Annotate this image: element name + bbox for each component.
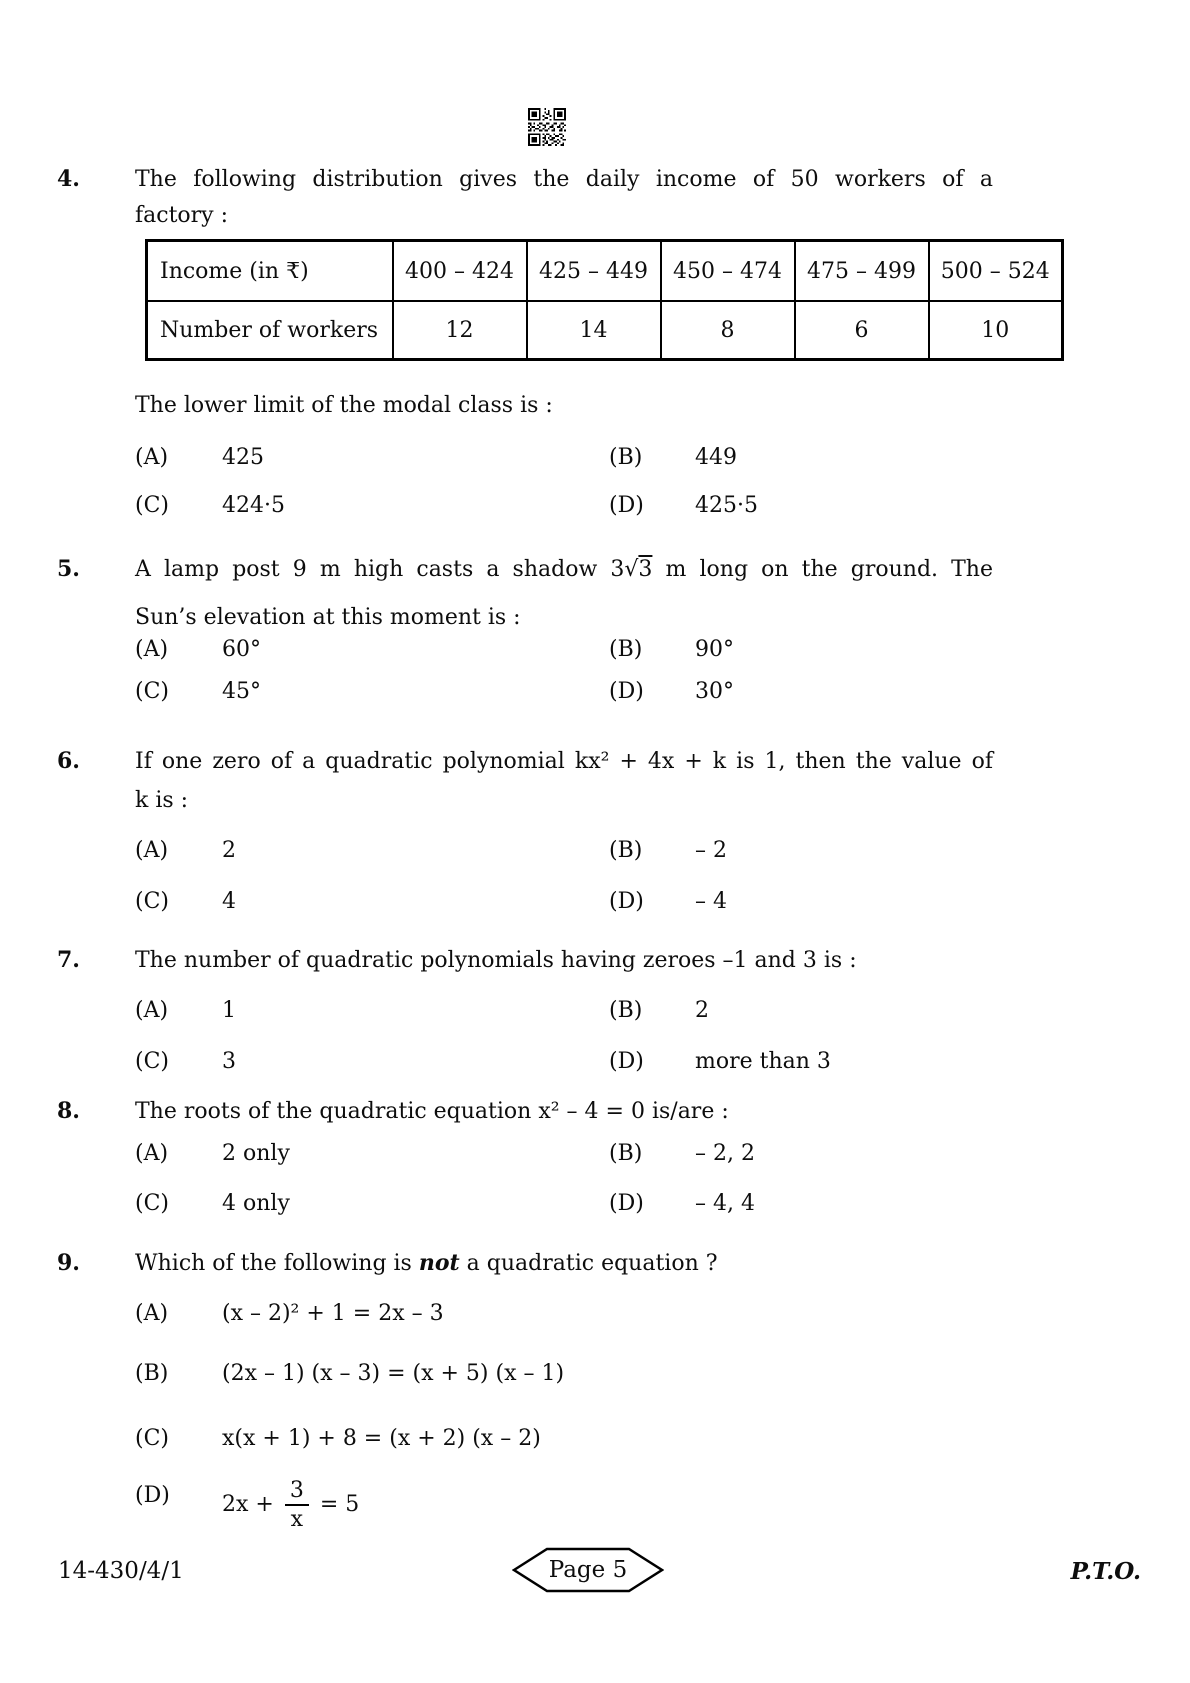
option-a-text: 1 bbox=[222, 998, 236, 1023]
option-c-text: 45° bbox=[222, 679, 261, 704]
option-a-label: (A) bbox=[135, 637, 169, 662]
question-5-options-ab bbox=[0, 632, 1190, 667]
table-cell-interval: 500 – 524 bbox=[929, 241, 1063, 302]
option-c-label: (C) bbox=[135, 1426, 169, 1451]
question-4-text: The following distribution gives the daily income of 50 workers of a bbox=[135, 167, 993, 192]
paper-code: 14-430/4/1 bbox=[58, 1558, 184, 1584]
question-4-line-2: factory : bbox=[135, 203, 229, 228]
question-4-number: 4. bbox=[57, 166, 80, 192]
question-8-options-ab bbox=[0, 1136, 1190, 1171]
option-d-label: (D) bbox=[609, 889, 644, 914]
option-a-text: 2 bbox=[222, 838, 236, 863]
question-5-line-1 bbox=[0, 552, 1190, 587]
option-a-label: (A) bbox=[135, 1141, 169, 1166]
option-d-label: (D) bbox=[609, 1191, 644, 1216]
option-b-label: (B) bbox=[609, 637, 643, 662]
option-d-text: – 4, 4 bbox=[695, 1191, 755, 1216]
option-b-text: 2 bbox=[695, 998, 709, 1023]
option-c-label: (C) bbox=[135, 889, 169, 914]
question-7-options-ab bbox=[0, 993, 1190, 1028]
table-cell-interval: 475 – 499 bbox=[795, 241, 929, 302]
option-c-text: 4 only bbox=[222, 1191, 290, 1216]
question-9-line-1 bbox=[0, 1246, 1190, 1281]
question-6-options-ab bbox=[0, 833, 1190, 868]
option-b-text: – 2 bbox=[695, 838, 727, 863]
option-d-text: – 4 bbox=[695, 889, 727, 914]
option-d-label: (D) bbox=[609, 1049, 644, 1074]
sqrt-coefficient: 3 bbox=[610, 557, 625, 582]
question-7-options-cd bbox=[0, 1044, 1190, 1079]
sqrt-radicand: 3 bbox=[638, 557, 653, 582]
question-5-options-cd bbox=[0, 674, 1190, 709]
option-b-label: (B) bbox=[135, 1361, 169, 1386]
option-a-label: (A) bbox=[135, 445, 169, 470]
question-7-line-1 bbox=[0, 943, 1190, 978]
qr-code-icon bbox=[528, 106, 566, 148]
option-b-label: (B) bbox=[609, 1141, 643, 1166]
table-cell-count: 8 bbox=[661, 301, 795, 360]
option-c-label: (C) bbox=[135, 1049, 169, 1074]
option-b-text: – 2, 2 bbox=[695, 1141, 755, 1166]
table-row-income bbox=[147, 241, 1063, 302]
option-d-text: 30° bbox=[695, 679, 734, 704]
option-b-text: 90° bbox=[695, 637, 734, 662]
question-9-text: Which of the following is not a quadratic equation ? bbox=[135, 1250, 718, 1276]
fraction-denominator: x bbox=[290, 1507, 304, 1532]
option-b-label: (B) bbox=[609, 998, 643, 1023]
question-5-text: A lamp post 9 m high casts a shadow 3√3 m long on the ground. The bbox=[135, 557, 993, 582]
question-8-line-1 bbox=[0, 1094, 1190, 1129]
option-c-text: 424·5 bbox=[222, 493, 285, 518]
table-header-income: Income (in ₹) bbox=[147, 241, 393, 302]
question-4-options-ab bbox=[0, 440, 1190, 475]
page-number-label: Page 5 bbox=[548, 1557, 628, 1583]
option-c-text: x(x + 1) + 8 = (x + 2) (x – 2) bbox=[222, 1426, 541, 1451]
question-9-option-d bbox=[0, 1478, 1190, 1532]
option-b-text: 449 bbox=[695, 445, 737, 470]
question-9-option-a bbox=[0, 1296, 1190, 1331]
question-7-number: 7. bbox=[57, 947, 80, 973]
option-d-label: (D) bbox=[609, 493, 644, 518]
question-8-options-cd bbox=[0, 1186, 1190, 1221]
table-cell-interval: 450 – 474 bbox=[661, 241, 795, 302]
option-d-text: 425·5 bbox=[695, 493, 758, 518]
question-4-options-cd bbox=[0, 488, 1190, 523]
option-a-text: 2 only bbox=[222, 1141, 290, 1166]
option-c-label: (C) bbox=[135, 679, 169, 704]
question-7-text: The number of quadratic polynomials having zeroes –1 and 3 is : bbox=[135, 948, 857, 973]
income-distribution-table bbox=[145, 239, 1064, 361]
option-a-label: (A) bbox=[135, 998, 169, 1023]
question-5-number: 5. bbox=[57, 556, 80, 582]
question-9-number: 9. bbox=[57, 1250, 80, 1276]
question-6-line-1 bbox=[0, 744, 1190, 779]
fraction bbox=[285, 1478, 309, 1532]
question-6-line-2: k is : bbox=[135, 788, 189, 813]
option-d-text: more than 3 bbox=[695, 1049, 831, 1074]
table-header-workers: Number of workers bbox=[147, 301, 393, 360]
page-number-badge bbox=[512, 1547, 664, 1593]
option-b-label: (B) bbox=[609, 838, 643, 863]
table-cell-count: 10 bbox=[929, 301, 1063, 360]
option-a-text: (x – 2)² + 1 = 2x – 3 bbox=[222, 1301, 444, 1326]
table-cell-count: 14 bbox=[527, 301, 661, 360]
question-5-line-2: Sun’s elevation at this moment is : bbox=[135, 605, 521, 630]
option-d-label: (D) bbox=[135, 1483, 170, 1508]
question-9-option-b bbox=[0, 1356, 1190, 1391]
table-cell-count: 12 bbox=[393, 301, 527, 360]
emphasis-not: not bbox=[418, 1250, 460, 1276]
question-6-text: If one zero of a quadratic polynomial kx² + 4x + k is 1, then the value of bbox=[135, 749, 993, 774]
option-c-label: (C) bbox=[135, 1191, 169, 1216]
option-d-label: (D) bbox=[609, 679, 644, 704]
option-d-text: 2x + $\frac{3}{x}$ = 5 bbox=[222, 1478, 360, 1532]
table-cell-interval: 425 – 449 bbox=[527, 241, 661, 302]
table-row-workers bbox=[147, 301, 1063, 360]
table-cell-interval: 400 – 424 bbox=[393, 241, 527, 302]
pto-label: P.T.O. bbox=[1070, 1558, 1141, 1585]
fraction-numerator: 3 bbox=[285, 1478, 309, 1506]
option-a-text: 60° bbox=[222, 637, 261, 662]
question-8-text: The roots of the quadratic equation x² – 4 = 0 is/are : bbox=[135, 1099, 729, 1124]
table-cell-count: 6 bbox=[795, 301, 929, 360]
option-c-text: 3 bbox=[222, 1049, 236, 1074]
question-9-option-c bbox=[0, 1421, 1190, 1456]
option-b-text: (2x – 1) (x – 3) = (x + 5) (x – 1) bbox=[222, 1361, 565, 1386]
option-a-label: (A) bbox=[135, 838, 169, 863]
question-6-number: 6. bbox=[57, 748, 80, 774]
sqrt-sign: √ bbox=[624, 557, 639, 582]
question-4-line-1 bbox=[0, 162, 1190, 197]
option-a-label: (A) bbox=[135, 1301, 169, 1326]
option-a-text: 425 bbox=[222, 445, 264, 470]
option-c-label: (C) bbox=[135, 493, 169, 518]
question-8-number: 8. bbox=[57, 1098, 80, 1124]
question-6-options-cd bbox=[0, 884, 1190, 919]
option-c-text: 4 bbox=[222, 889, 236, 914]
option-b-label: (B) bbox=[609, 445, 643, 470]
question-4-stem: The lower limit of the modal class is : bbox=[135, 393, 553, 418]
